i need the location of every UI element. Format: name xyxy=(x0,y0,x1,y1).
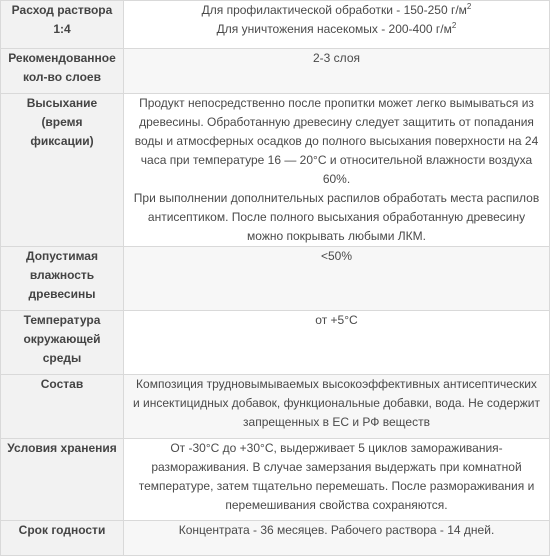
label-line: кол-во слоев xyxy=(23,70,101,84)
value-line: Композиция трудновымываемых высокоэффективных антисептических xyxy=(136,377,537,391)
label-line: фиксации) xyxy=(30,134,94,148)
value-line: Для профилактической обработки - 150-250 $г/м^2$ xyxy=(201,2,472,17)
table-row xyxy=(1,521,550,556)
value-line: и инсектицидных добавок, функциональные добавки, вода. Не содержит xyxy=(133,396,540,410)
table-row xyxy=(1,375,550,439)
value-line: При выполнении дополнительных распилов обработать места распилов xyxy=(133,191,540,205)
value-line: Для уничтожения насекомых - 200-400 $г/м^2$ xyxy=(216,21,457,36)
row-label xyxy=(1,247,124,311)
table-row xyxy=(1,94,550,247)
value-line: воды и атмосферных осадков до полного высыхания поверхности на 24 xyxy=(134,134,539,148)
row-value xyxy=(124,311,550,375)
table-row xyxy=(1,49,550,94)
row-label xyxy=(1,439,124,521)
row-label xyxy=(1,94,124,247)
label-line: Расход раствора 1:4 xyxy=(11,3,113,36)
row-label xyxy=(1,375,124,439)
superscript: 2 xyxy=(466,2,472,11)
row-value xyxy=(124,247,550,311)
label-line: древесины xyxy=(28,287,96,301)
label-line: Температура xyxy=(23,313,101,327)
value-line: От -30°С до +30°С, выдерживает 5 циклов замораживания- xyxy=(170,441,503,455)
label-line: окружающей xyxy=(23,332,101,346)
value-line: размораживания. В случае замерзания выдержать при комнатной xyxy=(151,460,522,474)
value-line: <50% xyxy=(320,249,353,263)
value-line: можно покрывать любыми ЛКМ. xyxy=(247,229,426,243)
label-line: Срок годности xyxy=(18,523,106,537)
value-line: Концентрата - 36 месяцев. Рабочего раствора - 14 дней. xyxy=(178,523,495,537)
table-row xyxy=(1,1,550,49)
row-label xyxy=(1,311,124,375)
label-line: влажность xyxy=(29,268,95,282)
label-line: Высыхание (время xyxy=(26,96,98,129)
table-row xyxy=(1,311,550,375)
value-line: 2-3 слоя xyxy=(313,51,360,65)
row-label xyxy=(1,1,124,49)
row-label xyxy=(1,521,124,556)
value-line: перемешивания свойства сохраняются. xyxy=(225,498,448,512)
row-label xyxy=(1,49,124,94)
value-line: запрещенных в ЕС и РФ веществ xyxy=(243,415,430,429)
table-row xyxy=(1,247,550,311)
label-line: Рекомендованное xyxy=(8,51,116,65)
row-value xyxy=(124,521,550,556)
value-line: от +5°С xyxy=(315,313,358,327)
value-line: древесины. Обработанную древесину следует защитить от попадания xyxy=(139,115,534,129)
table-row xyxy=(1,439,550,521)
row-value xyxy=(124,1,550,49)
row-value xyxy=(124,375,550,439)
row-value xyxy=(124,94,550,247)
label-line: Условия хранения xyxy=(7,441,117,455)
specs-table-body xyxy=(1,1,550,556)
label-line: Допустимая xyxy=(26,249,98,263)
value-line: температуре, затем тщательно перемешать. После размораживания и xyxy=(138,479,535,493)
value-line: часа при температуре 16 — 20°С и относительной влажности воздуха 60%. xyxy=(140,153,533,186)
row-value xyxy=(124,49,550,94)
label-line: Состав xyxy=(40,377,84,391)
label-line: среды xyxy=(42,351,82,365)
value-line: Продукт непосредственно после пропитки может легко вымываться из xyxy=(139,96,534,110)
superscript: 2 xyxy=(451,21,457,30)
value-line: антисептиком. После полного высыхания обработанную древесину xyxy=(147,210,526,224)
row-value xyxy=(124,439,550,521)
